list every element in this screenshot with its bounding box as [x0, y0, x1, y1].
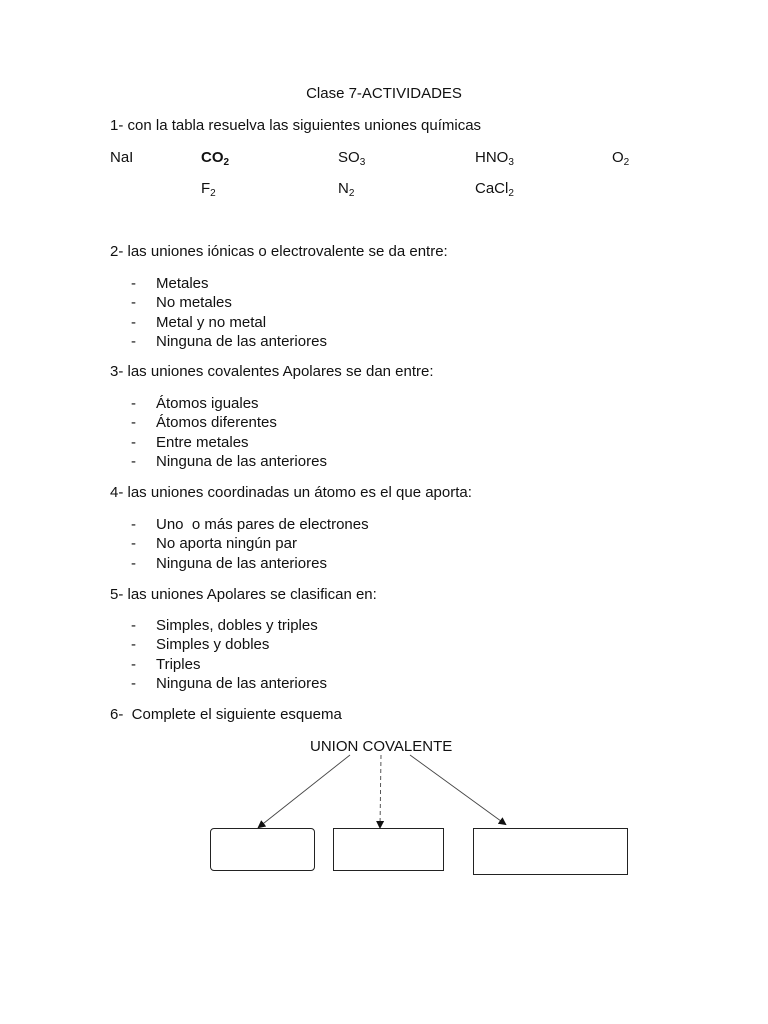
list-item: - Ninguna de las anteriores — [131, 554, 327, 572]
arrow-left — [259, 755, 350, 827]
list-item: - No aporta ningún par — [131, 535, 297, 553]
formula-n2: $N_2$ — [338, 180, 355, 199]
question-4-text: 4- las uniones coordinadas un átomo es el que aporta: — [110, 484, 472, 501]
arrow-middle — [380, 755, 381, 827]
answer-box-right — [473, 828, 628, 875]
list-item: - Metales — [131, 275, 209, 292]
formula-nai: NaI — [110, 149, 134, 166]
question-5-text: 5- las uniones Apolares se clasifican en: — [110, 586, 377, 603]
list-item: - Simples y dobles — [131, 636, 270, 654]
question-6-text: 6- Complete el siguiente esquema — [110, 706, 342, 723]
answer-box-middle — [333, 828, 444, 871]
list-item: - No metales — [131, 294, 232, 312]
diagram-root-label: UNION COVALENTE — [310, 738, 453, 755]
list-item: - Metal y no metal — [131, 313, 267, 331]
list-item: - Uno o más pares de electrones — [131, 516, 369, 533]
list-item: - Átomos iguales — [131, 395, 259, 412]
question-2-text: 2- las uniones iónicas o electrovalente se da entre: — [110, 243, 448, 260]
list-item: - Ninguna de las anteriores — [131, 452, 327, 470]
answer-box-left — [210, 828, 315, 871]
list-item: - Ninguna de las anteriores — [131, 332, 327, 350]
list-item: - Ninguna de las anteriores — [131, 674, 327, 692]
formula-so3: $SO_3$ — [338, 149, 366, 168]
list-item: - Triples — [131, 655, 201, 673]
question-3-text: 3- las uniones covalentes Apolares se dan entre: — [110, 363, 434, 380]
formula-co2: $CO_2$ — [201, 149, 230, 168]
list-item: - Átomos diferentes — [131, 414, 277, 432]
list-item: - Entre metales — [131, 433, 249, 451]
formula-cacl2: CaCl$_2$ — [475, 180, 514, 199]
formula-f2: $F_2$ — [201, 180, 216, 199]
formula-o2: $O_2$ — [612, 149, 630, 168]
formula-hno3: $HNO_3$ — [475, 149, 514, 168]
list-item: - Simples, dobles y triples — [131, 617, 318, 634]
page-title: Clase 7-ACTIVIDADES — [306, 85, 462, 102]
question-1-text: 1- con la tabla resuelva las siguientes uniones químicas — [110, 117, 482, 134]
arrow-right — [410, 755, 505, 824]
